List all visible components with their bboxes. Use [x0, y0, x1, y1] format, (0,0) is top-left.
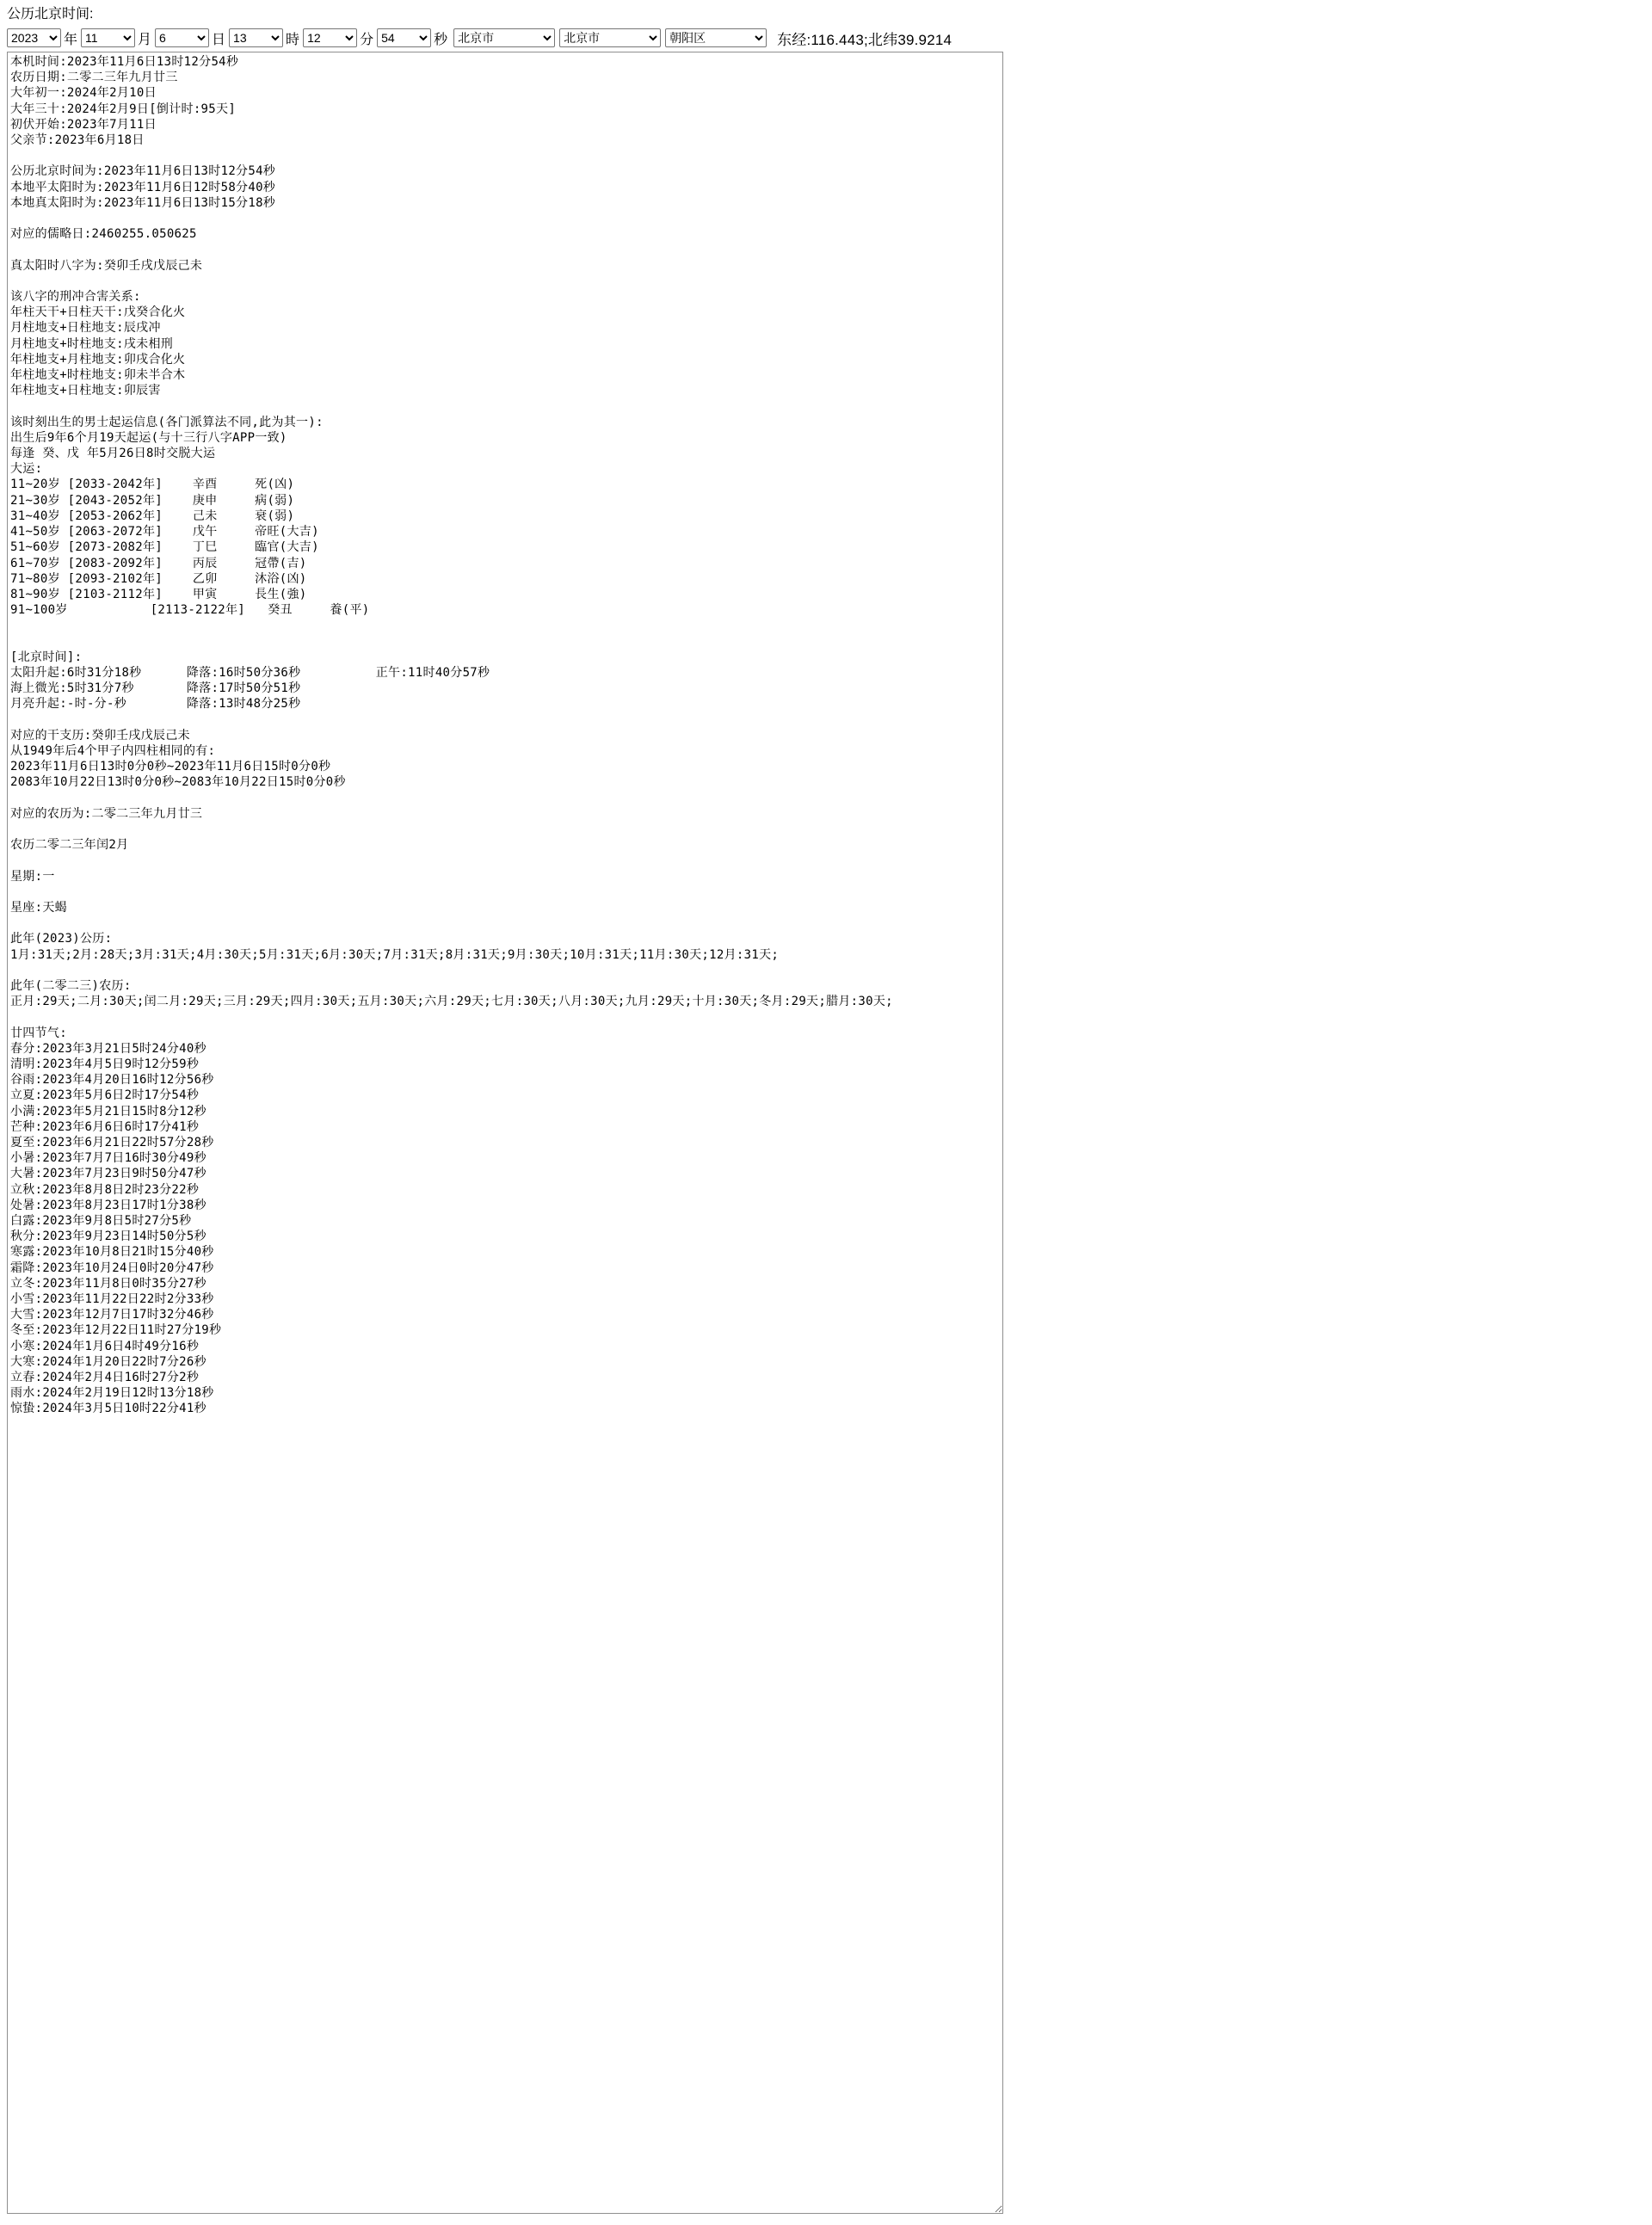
year-unit-label: 年 — [64, 32, 78, 47]
coordinates-text: 东经:116.443;北纬39.9214 — [777, 31, 952, 48]
day-unit-label: 日 — [212, 32, 226, 47]
district-select[interactable] — [665, 28, 767, 47]
month-unit-label: 月 — [138, 32, 152, 47]
year-select[interactable] — [7, 28, 61, 47]
page-title: 公历北京时间: — [7, 7, 94, 22]
month-select[interactable] — [81, 28, 135, 47]
second-unit-label: 秒 — [434, 32, 448, 47]
datetime-controls — [7, 28, 1652, 47]
second-select[interactable] — [377, 28, 431, 47]
hour-select[interactable] — [229, 28, 283, 47]
city-select[interactable] — [559, 28, 661, 47]
province-select[interactable] — [453, 28, 555, 47]
hour-unit-label: 時 — [286, 32, 300, 47]
minute-select[interactable] — [303, 28, 357, 47]
day-select[interactable] — [155, 28, 209, 47]
minute-unit-label: 分 — [360, 32, 374, 47]
result-textarea[interactable] — [7, 52, 1003, 2214]
